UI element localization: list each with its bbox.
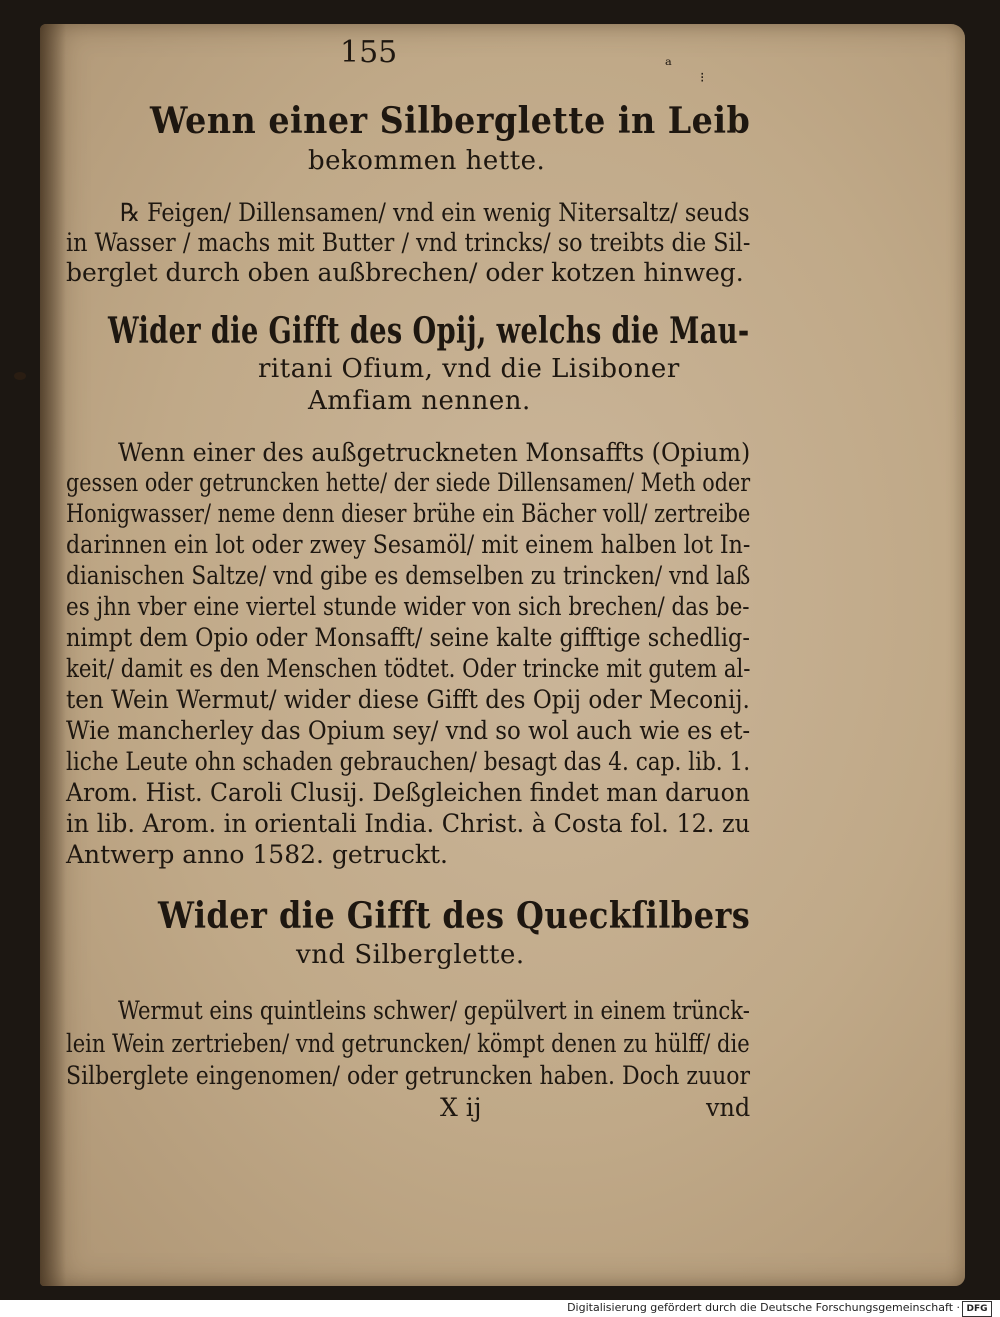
section3-line: Silberglete eingenomen/ oder getruncken haben. Doch zuuor [66,1061,751,1090]
section2-line: Honigwasser/ neme denn dieser brühe ein Bächer voll/ zertreibe [66,499,751,528]
section2-heading: Wider die Gifft des Opij, welchs die Mau- [108,310,750,352]
section2-line: gessen oder getruncken hette/ der siede Dillensamen/ Meth oder [66,468,751,497]
section3-line: Wermut eins quintleins schwer/ gepülvert in einem trünck- [118,996,750,1025]
section2-line: keit/ damit es den Menschen tödtet. Oder trincke mit gutem al- [66,654,751,683]
section2-line: Wenn einer des außgetruckneten Monsaffts (Opium) [118,438,751,467]
section2-line: es jhn vber eine viertel stunde wider von sich brechen/ das be- [66,592,750,621]
section2-line: Antwerp anno 1582. getruckt. [66,840,448,869]
section2-line: Arom. Hist. Caroli Clusij. Deßgleichen findet man daruon [66,778,750,807]
section2-line: nimpt dem Opio oder Monsafft/ seine kalte gifftige schedlig- [66,623,750,652]
dfg-logo-icon: DFG [962,1301,992,1317]
section2-line: dianischen Saltze/ vnd gibe es demselben zu trincken/ vnd laß [66,561,751,590]
section3-line: lein Wein zertrieben/ vnd getruncken/ kömpt denen zu hülff/ die [66,1029,750,1058]
section2-line: liche Leute ohn schaden gebrauchen/ besagt das 4. cap. lib. 1. [66,747,751,776]
page-gutter-shadow [40,24,66,1286]
marginal-mark: ᵃ [665,55,672,76]
section2-heading-line3: Amfiam nennen. [308,386,531,416]
side-mark: ⁝ [700,70,705,86]
section1-subheading: bekommen hette. [308,146,546,176]
section3-subheading: vnd Silberglette. [296,940,525,970]
section1-line: ℞ Feigen/ Dillensamen/ vnd ein wenig Nitersaltz/ seuds [120,198,750,227]
page-number: 155 [340,35,398,70]
signature-mark: X ij [440,1093,482,1122]
section2-line: darinnen ein lot oder zwey Sesamöl/ mit einem halben lot In- [66,530,751,559]
funding-credit: Digitalisierung gefördert durch die Deutsche Forschungsgemeinschaft · [567,1301,960,1314]
ink-blot [14,372,26,380]
section2-line: ten Wein Wermut/ wider diese Gifft des Opij oder Meconij. [66,685,750,714]
section2-line: in lib. Arom. in orientali India. Christ. à Costa fol. 12. zu [66,809,751,838]
catchword: vnd [706,1093,751,1122]
section2-heading-line2: ritani Ofium, vnd die Lisiboner [258,354,680,384]
section1-heading: Wenn einer Silberglette in Leib [150,100,751,142]
section2-line: Wie mancherley das Opium sey/ vnd so wol auch wie es et- [66,716,751,745]
section1-line: in Wasser / machs mit Butter / vnd trincks/ so treibts die Sil- [66,228,751,257]
section1-line: berglet durch oben außbrechen/ oder kotzen hinweg. [66,258,744,287]
section3-heading: Wider die Gifft des Queckſilbers [158,895,751,937]
footer-bar [0,1300,1000,1317]
